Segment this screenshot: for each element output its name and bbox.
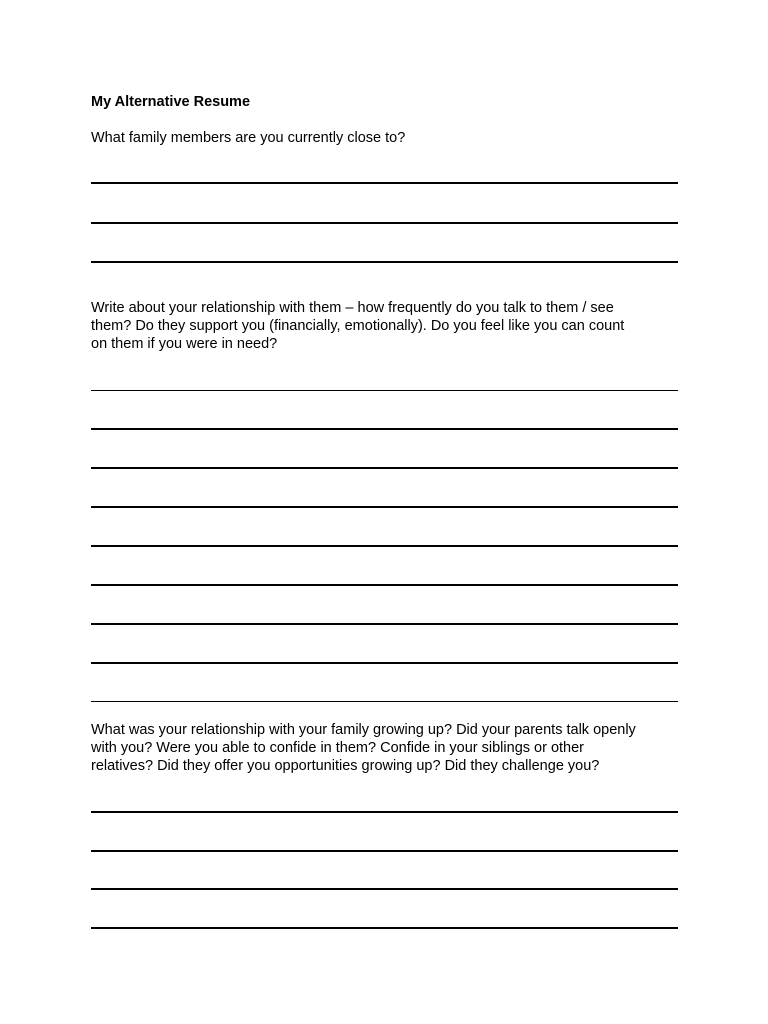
answer-line[interactable]: [91, 811, 678, 813]
answer-line[interactable]: [91, 182, 678, 184]
answer-line[interactable]: [91, 888, 678, 890]
answer-line[interactable]: [91, 545, 678, 547]
answer-line[interactable]: [91, 701, 678, 702]
answer-line[interactable]: [91, 467, 678, 469]
question-2-line-2: them? Do they support you (financially, emotionally). Do you feel like you can count: [91, 318, 625, 334]
answer-line[interactable]: [91, 662, 678, 664]
page-title: My Alternative Resume: [91, 94, 251, 110]
answer-line[interactable]: [91, 506, 678, 508]
question-2: [91, 299, 691, 353]
question-3: [91, 721, 691, 775]
question-3-line-2: with you? Were you able to confide in them? Confide in your siblings or other: [91, 740, 585, 756]
answer-line[interactable]: [91, 927, 678, 929]
answer-line[interactable]: [91, 428, 678, 430]
answer-line[interactable]: [91, 222, 678, 224]
answer-line[interactable]: [91, 850, 678, 852]
question-1: [91, 129, 691, 147]
question-1-line-1: What family members are you currently close to?: [91, 130, 406, 146]
answer-line[interactable]: [91, 390, 678, 391]
answer-line[interactable]: [91, 623, 678, 625]
question-2-line-3: on them if you were in need?: [91, 336, 278, 352]
answer-line[interactable]: [91, 584, 678, 586]
question-2-line-1: Write about your relationship with them – how frequently do you talk to them / see: [91, 300, 614, 316]
question-3-line-1: What was your relationship with your family growing up? Did your parents talk openly: [91, 722, 636, 738]
answer-line[interactable]: [91, 261, 678, 263]
question-3-line-3: relatives? Did they offer you opportunities growing up? Did they challenge you?: [91, 758, 600, 774]
